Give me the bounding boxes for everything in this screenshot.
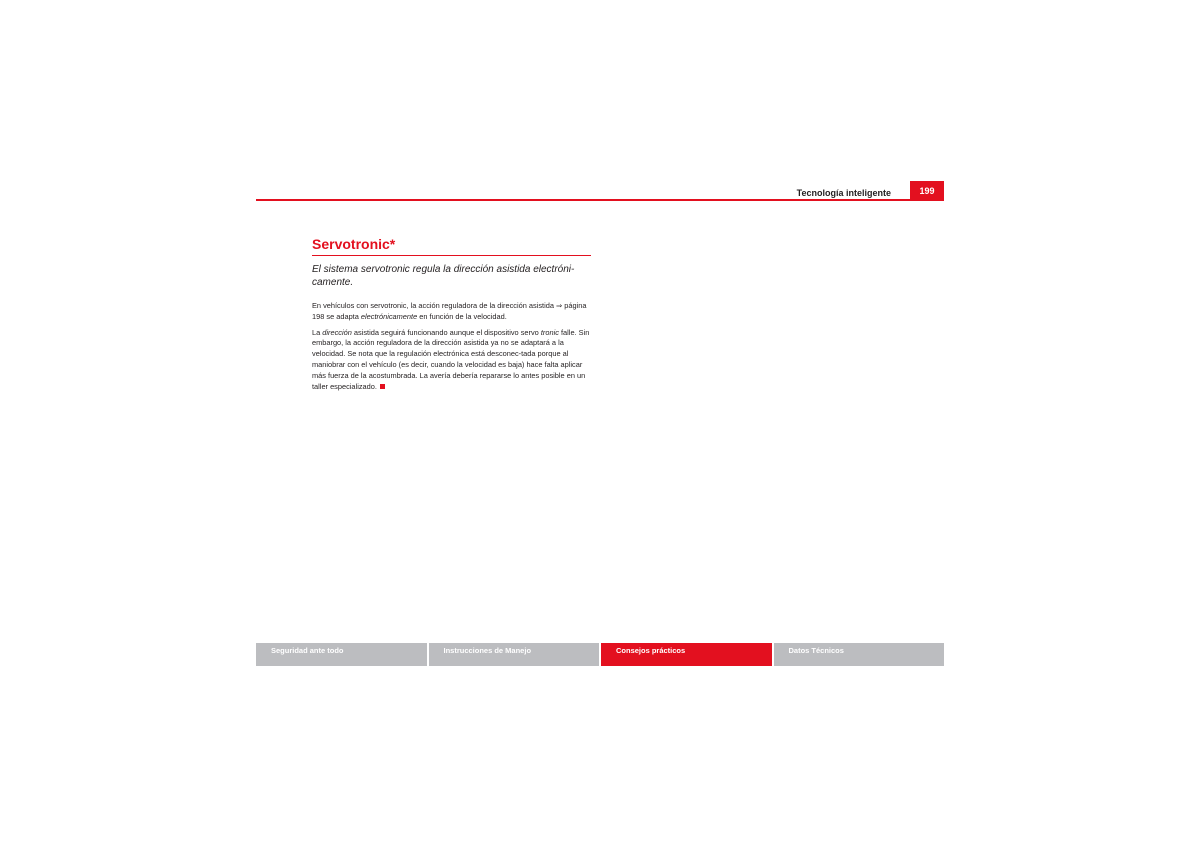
p1-text-c: en función de la velocidad. (417, 311, 507, 321)
p2-text-c: asistida seguirá funcionando aunque el dispositivo servo (351, 327, 541, 337)
footer-tab-datos[interactable]: Datos Técnicos (774, 643, 945, 666)
p1-emphasis: electrónicamente (360, 311, 418, 321)
running-title: Tecnología inteligente (796, 188, 891, 198)
footer-tab-consejos[interactable]: Consejos prácticos (601, 643, 772, 666)
header-rule (256, 199, 944, 201)
body-paragraph-1 (312, 301, 591, 323)
footer-tab-seguridad[interactable]: Seguridad ante todo (256, 643, 427, 666)
footer-tab-instrucciones[interactable]: Instrucciones de Manejo (429, 643, 600, 666)
p1-text-a: En vehículos con servotronic, la acción reguladora de la dirección asistida ⇒ página 198 se adapta (312, 301, 587, 321)
lead-paragraph: El sistema servotronic regula la dirección asistida electróni-camente. (312, 264, 575, 288)
body-paragraph-2 (312, 328, 591, 393)
content-column (312, 236, 591, 397)
end-of-section-icon (380, 384, 385, 389)
p2-text-a: La (312, 327, 323, 337)
section-title: Servotronic* (312, 236, 591, 256)
footer-tabs (256, 643, 944, 666)
p2-emphasis-2: tronic (540, 327, 559, 337)
p2-text-e: falle. Sin embargo, la acción reguladora de la dirección asistida ya no se adaptará a la velocidad. Se nota que la regulación electrónica está desconec-tada porque al maniobrar con el vehículo (es decir, cuando la velocidad es baja) hace falta aplicar más fuerza de la acostumbrada. La avería debería repararse lo antes posible en un taller especializado. (312, 327, 590, 391)
page-number: 199 (910, 181, 944, 201)
p2-emphasis-1: dirección (322, 327, 352, 337)
